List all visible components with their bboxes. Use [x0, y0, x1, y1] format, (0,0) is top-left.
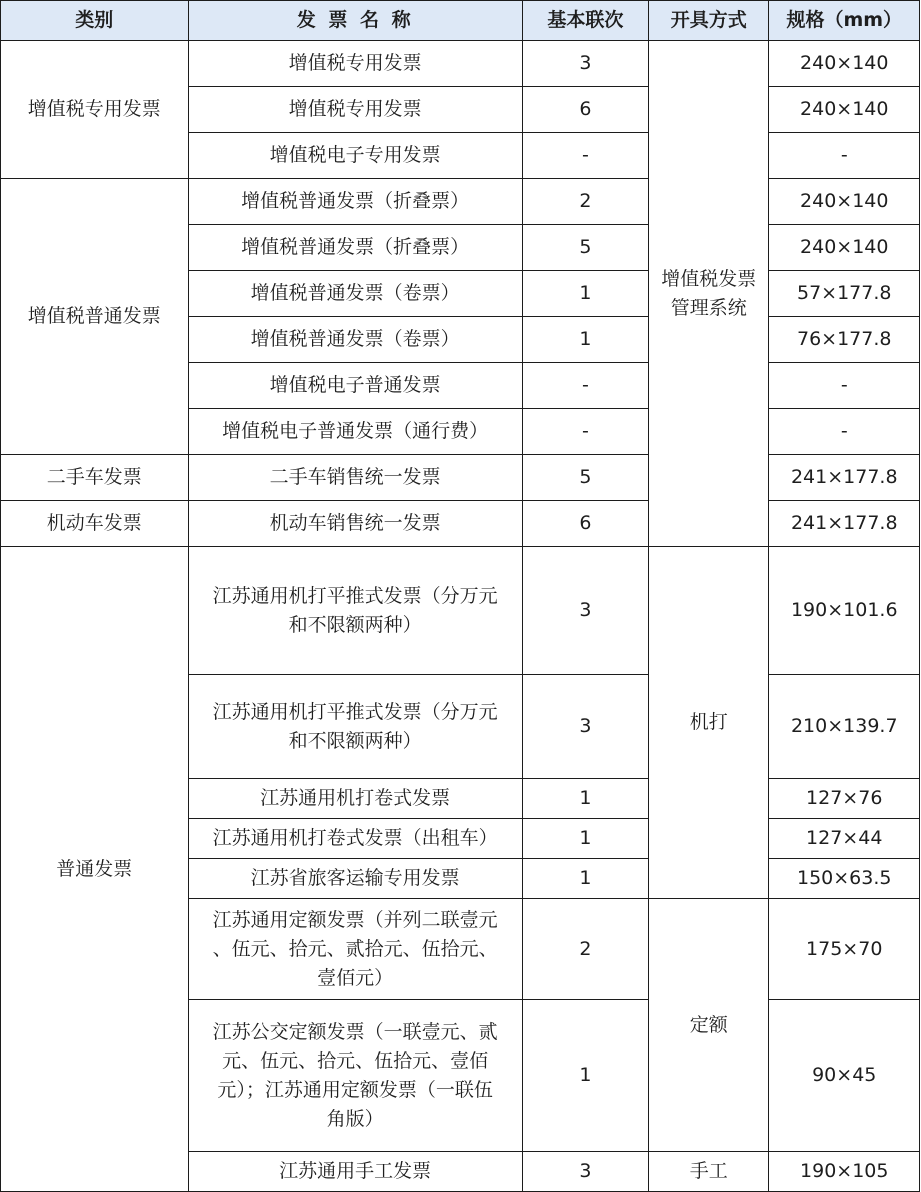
- method-vat-system: 增值税发票 管理系统: [649, 41, 769, 547]
- invoice-spec: 150×63.5: [769, 859, 920, 899]
- invoice-name: 二手车销售统一发票: [188, 455, 522, 501]
- invoice-copies: 3: [522, 41, 648, 87]
- header-basic-copies: 基本联次: [522, 1, 648, 41]
- invoice-spec: 241×177.8: [769, 501, 920, 547]
- invoice-spec: 240×140: [769, 225, 920, 271]
- header-row: [1, 1, 920, 41]
- invoice-name: 增值税电子普通发票: [188, 363, 522, 409]
- invoice-copies: 6: [522, 501, 648, 547]
- group-used-car: 二手车发票: [1, 455, 189, 501]
- group-vat-normal: 增值税普通发票: [1, 179, 189, 455]
- invoice-name: 增值税普通发票（卷票）: [188, 317, 522, 363]
- invoice-copies: 3: [522, 1152, 648, 1192]
- invoice-name: 增值税专用发票: [188, 87, 522, 133]
- invoice-spec: 240×140: [769, 41, 920, 87]
- invoice-name: 江苏通用机打卷式发票（出租车）: [188, 819, 522, 859]
- table-row: [1, 179, 920, 225]
- invoice-copies: 3: [522, 675, 648, 779]
- invoice-copies: 6: [522, 87, 648, 133]
- invoice-copies: -: [522, 363, 648, 409]
- invoice-spec: 241×177.8: [769, 455, 920, 501]
- header-issue-method: 开具方式: [649, 1, 769, 41]
- group-ordinary: 普通发票: [1, 547, 189, 1192]
- invoice-name: 江苏通用手工发票: [188, 1152, 522, 1192]
- invoice-spec: 57×177.8: [769, 271, 920, 317]
- method-machine: 机打: [649, 547, 769, 899]
- method-fixed-amount: 定额: [649, 899, 769, 1152]
- header-invoice-name: 发 票 名 称: [188, 1, 522, 41]
- invoice-copies: 1: [522, 1000, 648, 1152]
- invoice-copies: 2: [522, 179, 648, 225]
- invoice-spec: 76×177.8: [769, 317, 920, 363]
- table-row: [1, 547, 920, 675]
- invoice-name: 增值税电子专用发票: [188, 133, 522, 179]
- header-category: 类别: [1, 1, 189, 41]
- header-spec: 规格（mm）: [769, 1, 920, 41]
- table-row: [1, 455, 920, 501]
- invoice-copies: 3: [522, 547, 648, 675]
- invoice-copies: -: [522, 133, 648, 179]
- invoice-name: 江苏通用机打平推式发票（分万元 和不限额两种）: [188, 547, 522, 675]
- invoice-spec: 90×45: [769, 1000, 920, 1152]
- invoice-name: 机动车销售统一发票: [188, 501, 522, 547]
- invoice-spec: 240×140: [769, 179, 920, 225]
- invoice-spec: 190×101.6: [769, 547, 920, 675]
- group-vat-special: 增值税专用发票: [1, 41, 189, 179]
- group-motor-vehicle: 机动车发票: [1, 501, 189, 547]
- invoice-spec: 240×140: [769, 87, 920, 133]
- invoice-name: 江苏通用机打卷式发票: [188, 779, 522, 819]
- invoice-copies: 5: [522, 225, 648, 271]
- invoice-spec: 127×76: [769, 779, 920, 819]
- invoice-copies: 2: [522, 899, 648, 1000]
- invoice-copies: 1: [522, 779, 648, 819]
- invoice-copies: 1: [522, 317, 648, 363]
- invoice-name: 增值税电子普通发票（通行费）: [188, 409, 522, 455]
- invoice-copies: -: [522, 409, 648, 455]
- table-row: [1, 501, 920, 547]
- invoice-name: 江苏通用机打平推式发票（分万元 和不限额两种）: [188, 675, 522, 779]
- invoice-name: 江苏通用定额发票（并列二联壹元 、伍元、拾元、贰拾元、伍拾元、 壹佰元）: [188, 899, 522, 1000]
- invoice-copies: 1: [522, 859, 648, 899]
- invoice-name: 江苏省旅客运输专用发票: [188, 859, 522, 899]
- method-manual: 手工: [649, 1152, 769, 1192]
- invoice-name: 增值税普通发票（折叠票）: [188, 179, 522, 225]
- invoice-spec: -: [769, 363, 920, 409]
- invoice-name: 增值税普通发票（卷票）: [188, 271, 522, 317]
- invoice-copies: 1: [522, 819, 648, 859]
- invoice-name: 增值税专用发票: [188, 41, 522, 87]
- invoice-spec: 190×105: [769, 1152, 920, 1192]
- table-row: [1, 41, 920, 87]
- invoice-spec: -: [769, 409, 920, 455]
- invoice-copies: 1: [522, 271, 648, 317]
- invoice-name: 江苏公交定额发票（一联壹元、贰 元、伍元、拾元、伍拾元、壹佰 元）；江苏通用定额发票（一联伍 角版）: [188, 1000, 522, 1152]
- invoice-name: 增值税普通发票（折叠票）: [188, 225, 522, 271]
- invoice-spec: -: [769, 133, 920, 179]
- invoice-spec: 210×139.7: [769, 675, 920, 779]
- invoice-copies: 5: [522, 455, 648, 501]
- invoice-spec: 175×70: [769, 899, 920, 1000]
- invoice-spec: 127×44: [769, 819, 920, 859]
